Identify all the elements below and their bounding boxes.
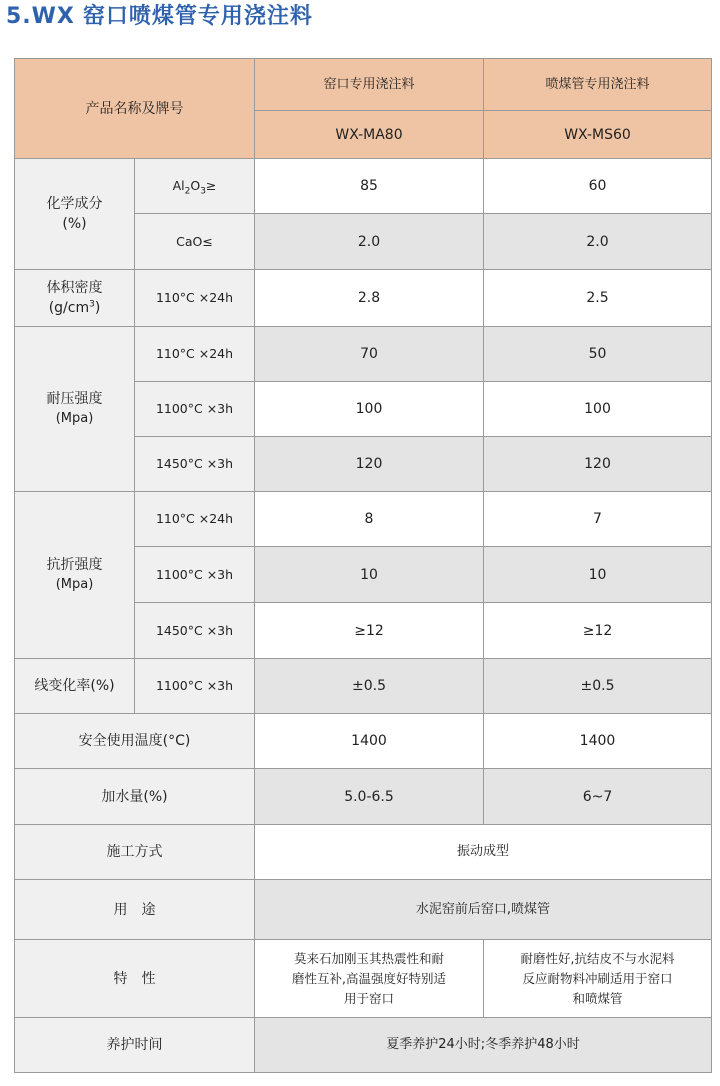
flexural-unit: (Mpa) bbox=[55, 577, 94, 592]
table-row bbox=[15, 880, 712, 940]
compressive-v2-3: 120 bbox=[484, 437, 712, 492]
title-number: 5.WX bbox=[6, 4, 75, 29]
linear-v1: ±0.5 bbox=[255, 659, 484, 714]
density-v1: 2.8 bbox=[255, 270, 484, 327]
compressive-v2-2: 100 bbox=[484, 382, 712, 437]
flexural-label-cell bbox=[15, 492, 135, 659]
table-row bbox=[15, 825, 712, 880]
header-row-names bbox=[15, 59, 712, 111]
features-v1-line-3: 用于窑口 bbox=[343, 990, 394, 1006]
table-row bbox=[15, 769, 712, 825]
features-v2-line-3: 和喷煤管 bbox=[572, 990, 623, 1006]
method-label: 施工方式 bbox=[15, 825, 255, 880]
method-value: 振动成型 bbox=[255, 825, 712, 880]
chem-unit: (%) bbox=[62, 216, 87, 232]
spec-table bbox=[14, 58, 712, 1073]
compressive-cond-2: 1100°C ×3h bbox=[135, 382, 255, 437]
compressive-v1-3: 120 bbox=[255, 437, 484, 492]
product-2-name: 喷煤管专用浇注料 bbox=[484, 59, 712, 111]
flexural-v2-1: 7 bbox=[484, 492, 712, 547]
chem-cao-v1: 2.0 bbox=[255, 214, 484, 270]
compressive-label-cell bbox=[15, 327, 135, 492]
chem-cao-v2: 2.0 bbox=[484, 214, 712, 270]
features-v1-line-1: 莫来石加刚玉其热震性和耐 bbox=[293, 950, 444, 966]
flexural-v1-1: 8 bbox=[255, 492, 484, 547]
density-unit: $(g/cm^3)$ bbox=[48, 299, 101, 316]
compressive-label: 耐压强度 bbox=[46, 391, 103, 407]
chem-label-cell bbox=[15, 159, 135, 270]
features-v2 bbox=[484, 940, 712, 1018]
water-label: 加水量(%) bbox=[15, 769, 255, 825]
table-row bbox=[15, 1018, 712, 1073]
temp-v1: 1400 bbox=[255, 714, 484, 769]
flexural-v1-3: ≥12 bbox=[255, 603, 484, 659]
product-1-name: 窑口专用浇注料 bbox=[255, 59, 484, 111]
chem-al2o3-v2: 60 bbox=[484, 159, 712, 214]
table-row bbox=[15, 659, 712, 714]
compressive-unit: (Mpa) bbox=[55, 411, 94, 426]
table-row bbox=[15, 327, 712, 382]
temp-label: 安全使用温度(°C) bbox=[15, 714, 255, 769]
chem-label: 化学成分 bbox=[46, 196, 103, 212]
flexural-cond-2: 1100°C ×3h bbox=[135, 547, 255, 603]
curing-value: 夏季养护24小时;冬季养护48小时 bbox=[255, 1018, 712, 1073]
usage-value: 水泥窑前后窑口,喷煤管 bbox=[255, 880, 712, 940]
density-label: 体积密度 bbox=[46, 280, 103, 296]
flexural-v2-3: ≥12 bbox=[484, 603, 712, 659]
product-1-code: WX-MA80 bbox=[255, 111, 484, 159]
linear-v2: ±0.5 bbox=[484, 659, 712, 714]
features-v1 bbox=[255, 940, 484, 1018]
features-v2-line-2: 反应耐物料冲刷适用于窑口 bbox=[522, 970, 673, 986]
flexural-cond-1: 110°C ×24h bbox=[135, 492, 255, 547]
title-text: 窑口喷煤管专用浇注料 bbox=[82, 4, 313, 29]
flexural-v1-2: 10 bbox=[255, 547, 484, 603]
linear-label: 线变化率(%) bbox=[15, 659, 135, 714]
features-label: 特 性 bbox=[15, 940, 255, 1018]
flexural-v2-2: 10 bbox=[484, 547, 712, 603]
page-title bbox=[6, 0, 313, 36]
density-label-cell bbox=[15, 270, 135, 327]
water-v2: 6~7 bbox=[484, 769, 712, 825]
features-v2-line-1: 耐磨性好,抗结皮不与水泥料 bbox=[520, 950, 675, 966]
linear-cond: 1100°C ×3h bbox=[135, 659, 255, 714]
compressive-cond-3: 1450°C ×3h bbox=[135, 437, 255, 492]
water-v1: 5.0-6.5 bbox=[255, 769, 484, 825]
flexural-cond-3: 1450°C ×3h bbox=[135, 603, 255, 659]
table-row bbox=[15, 492, 712, 547]
table-row bbox=[15, 714, 712, 769]
density-cond: 110°C ×24h bbox=[135, 270, 255, 327]
chem-al2o3-v1: 85 bbox=[255, 159, 484, 214]
chem-al2o3-label: $Al_2O_3\ge$ bbox=[135, 159, 255, 214]
compressive-v1-2: 100 bbox=[255, 382, 484, 437]
table-row bbox=[15, 940, 712, 1018]
table-row bbox=[15, 270, 712, 327]
product-2-code: WX-MS60 bbox=[484, 111, 712, 159]
usage-label: 用 途 bbox=[15, 880, 255, 940]
flexural-label: 抗折强度 bbox=[46, 557, 103, 573]
table-row bbox=[15, 159, 712, 214]
compressive-cond-1: 110°C ×24h bbox=[135, 327, 255, 382]
density-v2: 2.5 bbox=[484, 270, 712, 327]
compressive-v2-1: 50 bbox=[484, 327, 712, 382]
curing-label: 养护时间 bbox=[15, 1018, 255, 1073]
temp-v2: 1400 bbox=[484, 714, 712, 769]
compressive-v1-1: 70 bbox=[255, 327, 484, 382]
header-name-label: 产品名称及牌号 bbox=[15, 59, 255, 159]
chem-cao-label: CaO≤ bbox=[135, 214, 255, 270]
features-v1-line-2: 磨性互补,高温强度好特别适 bbox=[292, 970, 446, 986]
